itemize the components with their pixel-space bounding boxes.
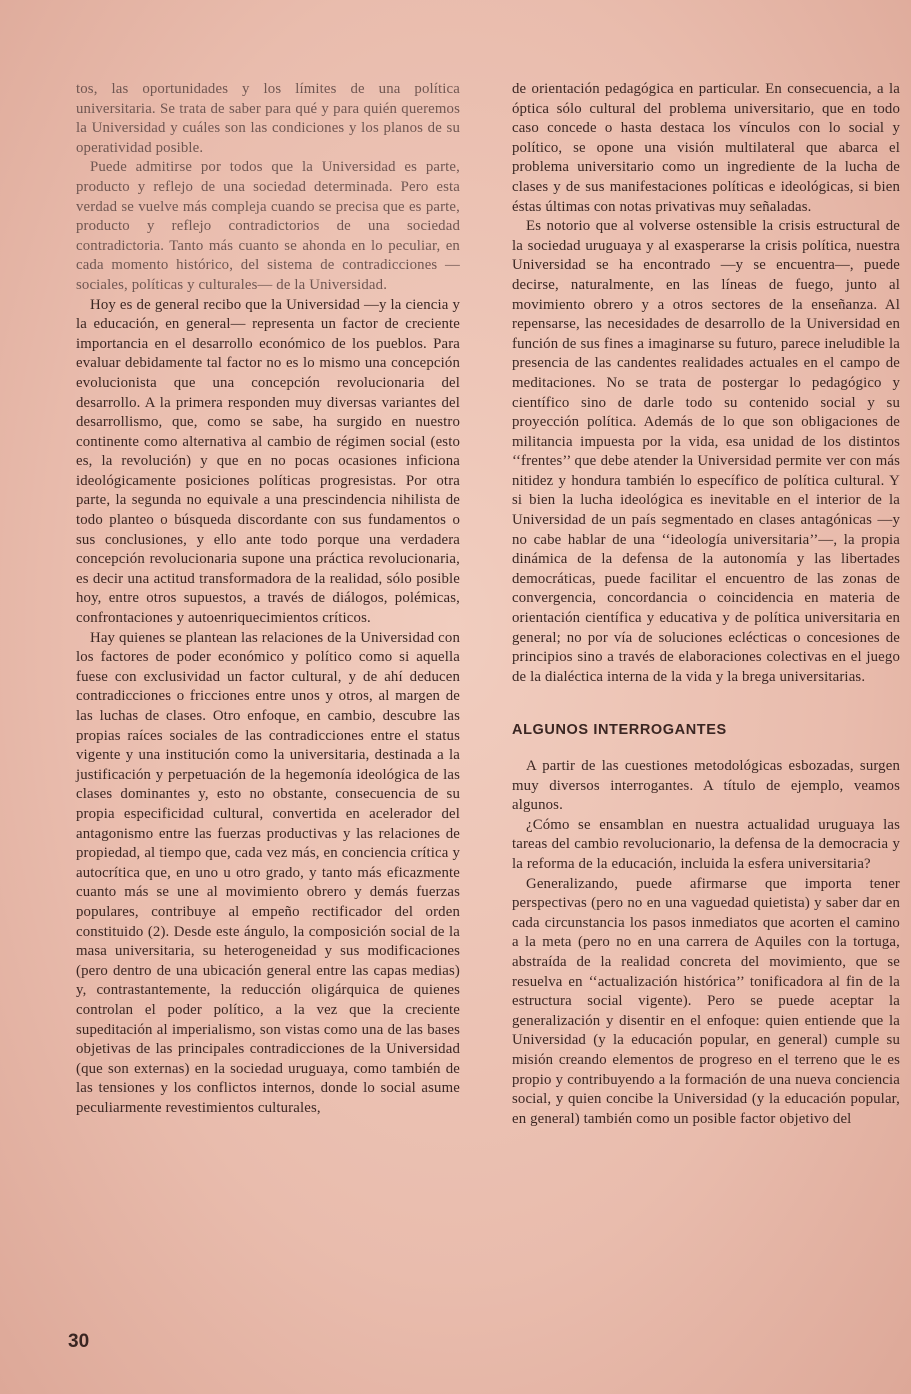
paragraph: tos, las oportunidades y los límites de una política universitaria. Se trata de saber para qué y para quién queremos la Universidad y cuáles son las condiciones y los planos de su operatividad posible. [76, 81, 460, 156]
paragraph: de orientación pedagógica en particular. En consecuencia, a la óptica sólo cultural del problema universitario, que en todo caso concede o hasta destaca los vínculos con lo social y político, se opone una visión multilateral que abarca el problema universitario como un ingrediente de la lucha de clases y de sus manifestaciones políticas e ideológicas, si bien éstas últimas con notas privativas muy señaladas. [512, 81, 900, 215]
left-column [76, 80, 460, 1118]
paragraph: Es notorio que al volverse ostensible la crisis estructural de la sociedad uruguaya y al exasperarse la crisis política, nuestra Universidad se ha encontrado —y se encuentra—, puede decirse, naturalmente, en las líneas de fuego, junto al movimiento obrero y a otros sectores de la enseñanza. Al repensarse, las necesidades de desarrollo de la Universidad en función de sus fines a imaginarse su futuro, parece ineludible la presencia de las candentes realidades actuales en el campo de meditaciones. No se trata de postergar lo pedagógico y científico sino de darle todo su contenido social y su proyección política. Además de lo que son obligaciones de militancia impuesta por la vida, esa unidad de los distintos ‘‘frentes’’ que debe atender la Universidad permite ver con más nitidez y hondura también lo específico de política cultural. Y si bien la lucha ideológica es inevitable en el interior de la Universidad de un país segmentado en clases antagónicas —y no cabe hablar de una ‘‘ideología universitaria’’—, la propia dinámica de la defensa de la autonomía y las libertades democráticas, puede facilitar el encuentro de las zonas de convergencia, concordancia o coincidencia en materia de orientación científica y educativa y de política universitaria en general; no por vía de soluciones eclécticas o concesiones de principios sino a través de elaboraciones colectivas en el juego de la dialéctica interna de la vida y la brega universitarias. [512, 218, 900, 685]
paragraph: ¿Cómo se ensamblan en nuestra actualidad uruguaya las tareas del cambio revolucionario, la defensa de la democracia y la reforma de la educación, incluida la esfera universitaria? [512, 816, 900, 872]
right-column [512, 80, 900, 1129]
paragraph: Hay quienes se plantean las relaciones de la Universidad con los factores de poder económico y político como si aquella fuese con exclusividad un factor cultural, y de ahí deducen contradicciones o fricciones entre unos y otros, al margen de las luchas de clases. Otro enfoque, en cambio, descubre las propias raíces sociales de las contradicciones entre el status vigente y una institución como la universitaria, destinada a la justificación y perpetuación de la hegemonía ideológica de las clases dominantes y, esto no obstante, consecuencia de su propia especificidad cultural, convertida en acelerador del antagonismo entre las fuerzas productivas y las relaciones de propiedad, al tiempo que, cada vez más, en conciencia crítica y autocrítica que, en uno u otro grado, y tanto más eficazmente cuanto más se une al movimiento obrero y demás fuerzas populares, contribuye al empeño rectificador del orden constituido (2). Desde este ángulo, la composición social de la masa universitaria, su heterogeneidad y sus modificaciones (pero dentro de una ubicación general entre las capas medias) y, contrastantemente, la reducción oligárquica de quienes controlan el poder político, a la vez que la creciente supeditación al imperialismo, son vistas como una de las bases objetivas de las principales contradicciones de la Universidad (que son externas) en la sociedad uruguaya, como también de las tensiones y los conflictos internos, donde lo social asume peculiarmente revestimientos culturales, [76, 629, 460, 1116]
paragraph: A partir de las cuestiones metodológicas esbozadas, surgen muy diversos interrogantes. A título de ejemplo, veamos algunos. [512, 758, 900, 814]
paragraph: Generalizando, puede afirmarse que importa tener perspectivas (pero no en una vaguedad quietista) y saber dar en cada circunstancia los pasos inmediatos que acorten el camino a la meta (pero no en una carrera de Aquiles con la tortuga, abstraída de la realidad concreta del movimiento, que se resuelva en ‘‘actualización histórica’’ tonificadora al fin de la estructura social vigente). Pero se puede aceptar la generalización y disentir en el enfoque: quien entiende que la Universidad (y la educación popular, en general) cumple su misión creando elementos de progreso en el terreno que le es propio y contribuyendo a la formación de una nueva conciencia social, y quien concibe la Universidad (y la educación popular, en general) también como un posible factor objetivo del [512, 875, 900, 1127]
paragraph: Puede admitirse por todos que la Universidad es parte, producto y reflejo de una sociedad determinada. Pero esta verdad se vuelve más compleja cuando se precisa que es parte, producto y reflejo contradictorios de una sociedad contradictoria. Tanto más cuanto se ahonda en lo peculiar, en cada momento histórico, del sistema de contradicciones —sociales, políticas y culturales— de la Universidad. [76, 159, 460, 293]
paragraph: Hoy es de general recibo que la Universidad —y la ciencia y la educación, en general— representa un factor de creciente importancia en el desarrollo económico de los pueblos. Para evaluar debidamente tal factor no es lo mismo una concepción evolucionista que una concepción revolucionaria del desarrollo. A la primera responden muy diversas variantes del desarrollismo, que, como se sabe, ha surgido en nuestro continente como alternativa al cambio de régimen social (esto es, la revolución) y que en no pocas ocasiones inficiona ideológicamente posiciones políticas progresistas. Por otra parte, la segunda no equivale a una prescindencia nihilista de todo planteo o búsqueda discordante con sus fundamentos o sus conclusiones, y ello ante todo porque una verdadera concepción revolucionaria supone una práctica revolucionaria, es decir una actitud transformadora de la realidad, sólo posible hoy, entre otros supuestos, a través de diálogos, polémicas, confrontaciones y autoenriquecimientos críticos. [76, 296, 460, 627]
section-heading: ALGUNOS INTERROGANTES [512, 722, 727, 739]
page-number: 30 [68, 1331, 90, 1352]
